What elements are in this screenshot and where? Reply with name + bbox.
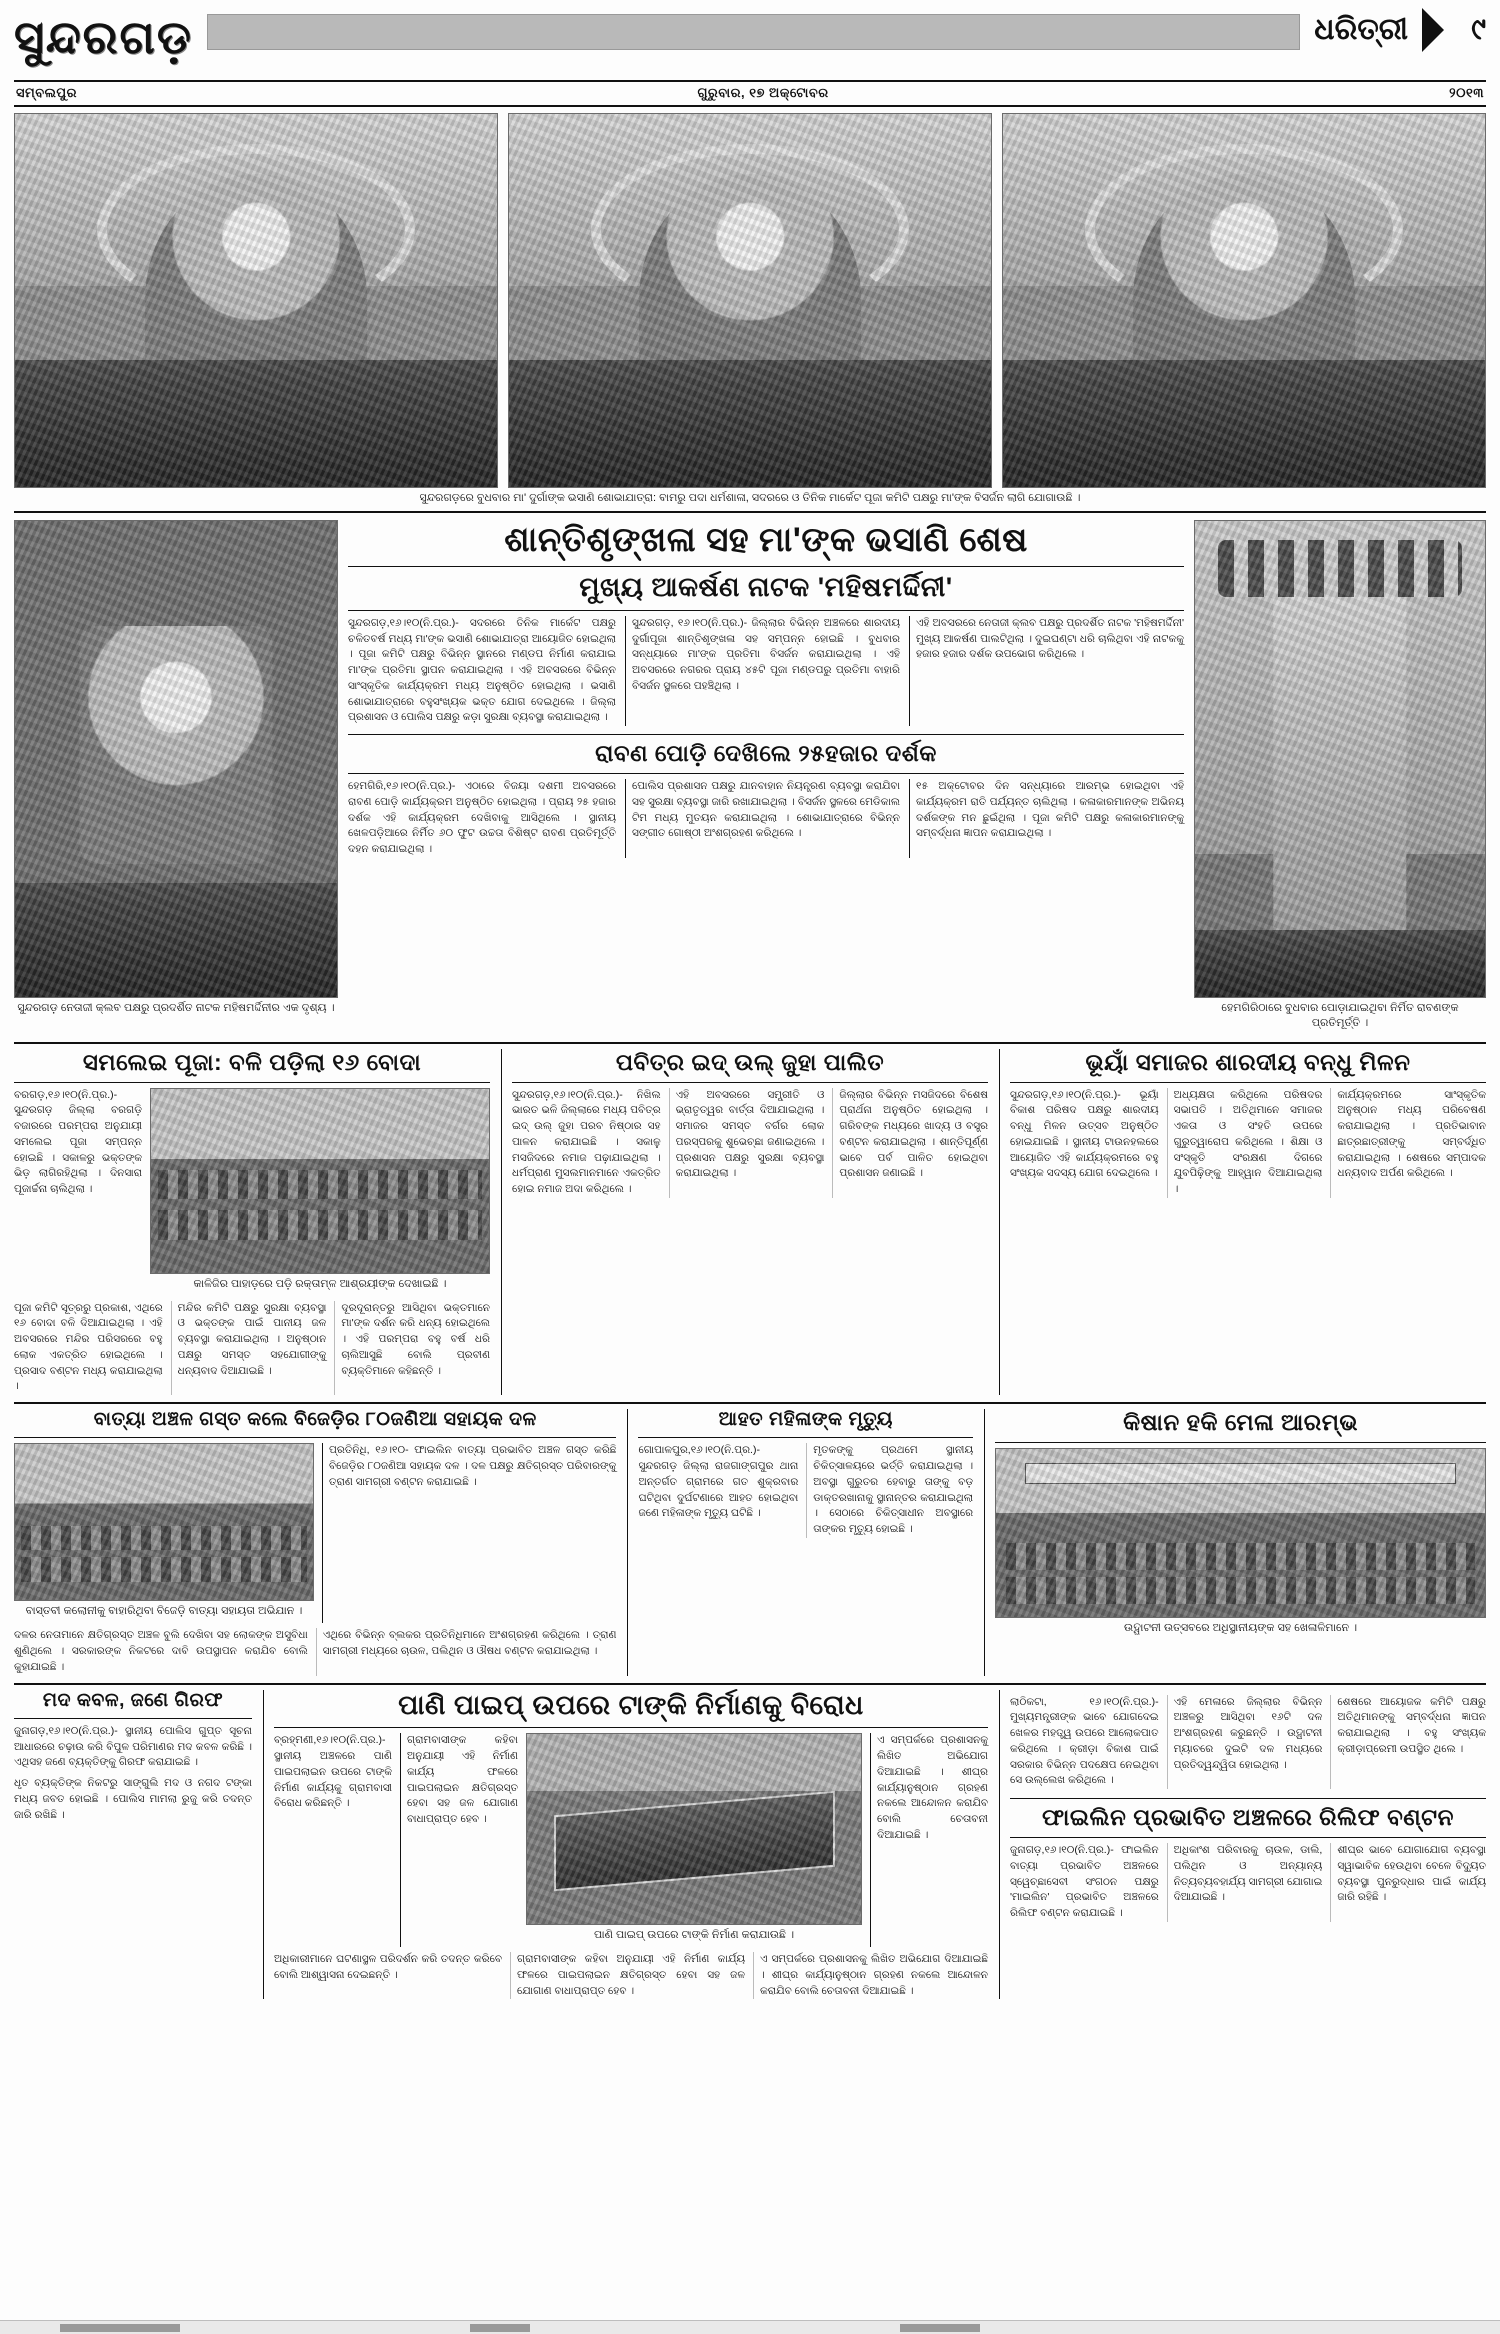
row-b — [14, 1042, 1486, 1395]
pani-col-2: ଗ୍ରାମବାସୀଙ୍କ କହିବା ଅନୁଯାୟୀ ଏହି ନିର୍ମାଣ କାର୍ଯ୍ୟ ଫଳରେ ପାଇପଲାଇନ କ୍ଷତିଗ୍ରସ୍ତ ହେବା ସହ ଜଳ ଯୋଗାଣ ବାଧାପ୍ରାପ୍ତ ହେବ । — [400, 1733, 518, 1947]
photo-mahisamardini-drama — [14, 520, 338, 998]
story-bali — [14, 1049, 490, 1395]
dateline — [14, 82, 1486, 107]
row-d — [14, 1683, 1486, 2000]
dateline-year: ୨୦୧୩ — [1449, 85, 1484, 100]
section-title: ଧରିତ୍ରୀ — [1314, 13, 1408, 46]
eid-col-1: ସୁନ୍ଦରଗଡ଼,୧୬।୧୦(ନି.ପ୍ର.)- ନିଖିଲ ଭାରତ ଭଳି ଜିଲ୍ଲାରେ ମଧ୍ୟ ପବିତ୍ର ଇଦ୍ ଉଲ୍ ଜୁହା ପରବ ନିଷ୍ଠାର ସହ ପାଳନ କରାଯାଇଛି । ସକାଳୁ ମସଜିଦରେ ନମାଜ ପଢ଼ାଯାଇଥିଲା । ଧର୍ମପ୍ରାଣ ମୁସଲମାନମାନେ ଏକତ୍ରିତ ହୋଇ ନମାଜ ଅଦା କରିଥିଲେ । — [512, 1088, 661, 1196]
santi-subheadline: ମୁଖ୍ୟ ଆକର୍ଷଣ ନାଟକ 'ମହିଷମର୍ଦ୍ଦିନୀ' — [579, 571, 953, 602]
pani-col-4: ଅଧିକାରୀମାନେ ଘଟଣାସ୍ଥଳ ପରିଦର୍ଶନ କରି ତଦନ୍ତ କରିବେ ବୋଲି ଆଶ୍ୱାସନା ଦେଇଛନ୍ତି । — [274, 1953, 502, 1981]
story-kisan-text — [999, 1690, 1486, 2000]
eid-headline: ପବିତ୍ର ଇଦ୍ ଉଲ୍ ଜୁହା ପାଲିତ — [615, 1048, 885, 1075]
santi-left-photo-block — [14, 520, 338, 1035]
pani-col-1: ବ୍ରହ୍ମଣୀ,୧୬।୧୦(ନି.ପ୍ର.)- ସ୍ଥାନୀୟ ଅଞ୍ଚଳରେ ପାଣି ପାଇପଲାଇନ ଉପରେ ଟାଙ୍କି ନିର୍ମାଣ କାର୍ଯ୍ୟକୁ ଗ୍ରାମବାସୀ ବିରୋଧ କରିଛନ୍ତି । — [274, 1734, 392, 1810]
santi-left-photo-caption: ସୁନ୍ଦରଗଡ଼ ନେତାଜୀ କ୍ଲବ ପକ୍ଷରୁ ପ୍ରଦର୍ଶିତ ନାଟକ ମହିଷମର୍ଦ୍ଦିନୀର ଏକ ଦୃଶ୍ୟ । — [17, 1001, 335, 1014]
rabana-col-2: ପୋଲିସ ପ୍ରଶାସନ ପକ୍ଷରୁ ଯାନବାହାନ ନିୟନ୍ତ୍ରଣ ବ୍ୟବସ୍ଥା କରାଯିବା ସହ ସୁରକ୍ଷା ବ୍ୟବସ୍ଥା ଜାରି ରଖାଯାଇଥିଲା । ବିସର୍ଜନ ସ୍ଥଳରେ ମେଡିକାଲ ଟିମ ମଧ୍ୟ ମୁତୟନ କରାଯାଇଥିଲା । ଶୋଭାଯାତ୍ରାରେ ବିଭିନ୍ନ ସଙ୍ଗୀତ ଗୋଷ୍ଠୀ ଅଂଶଗ୍ରହଣ କରିଥିଲେ । — [625, 779, 900, 858]
pani-col-5: ଗ୍ରାମବାସୀଙ୍କ କହିବା ଅନୁଯାୟୀ ଏହି ନିର୍ମାଣ କାର୍ଯ୍ୟ ଫଳରେ ପାଇପଲାଇନ କ୍ଷତିଗ୍ରସ୍ତ ହେବା ସହ ଜଳ ଯୋଗାଣ ବାଧାପ୍ରାପ୍ତ ହେବ । — [510, 1952, 745, 1999]
ahata-col-1: ଗୋପାଳପୁର,୧୬।୧୦(ନି.ପ୍ର.)- ସୁନ୍ଦରଗଡ଼ ଜିଲ୍ଲା ରାଜଗାଙ୍ଗପୁର ଥାନା ଅନ୍ତର୍ଗତ ଗ୍ରାମରେ ଗତ ଶୁକ୍ରବାର ଘଟିଥିବା ଦୁର୍ଘଟଣାରେ ଆହତ ହୋଇଥିବା ଜଣେ ମହିଳାଙ୍କ ମୃତ୍ୟୁ ଘଟିଛି । — [638, 1444, 799, 1520]
failin-col-2: ଅଧିକାଂଶ ପରିବାରକୁ ଚାଉଳ, ଡାଲି, ପଲିଥିନ ଓ ଅନ୍ୟାନ୍ୟ ନିତ୍ୟବ୍ୟବହାର୍ଯ୍ୟ ସାମଗ୍ରୀ ଯୋଗାଇ ଦିଆଯାଇଛି । — [1167, 1843, 1323, 1922]
ahata-col-2: ମୃତକଙ୍କୁ ପ୍ରଥମେ ସ୍ଥାନୀୟ ଚିକିତ୍ସାଳୟରେ ଭର୍ତ୍ତି କରାଯାଇଥିଲା । ଅବସ୍ଥା ଗୁରୁତର ହେବାରୁ ତାଙ୍କୁ ବଡ଼ ଡାକ୍ତରଖାନାକୁ ସ୍ଥାନାନ୍ତର କରାଯାଇଥିଲା । ସେଠାରେ ଚିକିତ୍ସାଧୀନ ଅବସ୍ଥାରେ ତାଙ୍କର ମୃତ୍ୟୁ ହୋଇଛି । — [806, 1443, 973, 1538]
bhuyan-col-2: ଅଧ୍ୟକ୍ଷତା କରିଥିଲେ ପରିଷଦର ସଭାପତି । ଅତିଥିମାନେ ସମାଜର ଏକତା ଓ ସଂହତି ଉପରେ ଗୁରୁତ୍ୱାରୋପ କରିଥିଲେ । ଶିକ୍ଷା ଓ ସଂସ୍କୃତି ସଂରକ୍ଷଣ ଦିଗରେ ଯୁବପିଢ଼ିଙ୍କୁ ଆହ୍ୱାନ ଦିଆଯାଇଥିଲା । — [1167, 1088, 1323, 1198]
dateline-date: ଗୁରୁବାର, ୧୭ ଅକ୍ଟୋବର — [697, 85, 829, 100]
bali-col-3: ମନ୍ଦିର କମିଟି ପକ୍ଷରୁ ସୁରକ୍ଷା ବ୍ୟବସ୍ଥା ଓ ଭକ୍ତଙ୍କ ପାଇଁ ପାନୀୟ ଜଳ ବ୍ୟବସ୍ଥା କରାଯାଇଥିଲା । ଅନୁଷ୍ଠାନ ପକ୍ଷରୁ ସମସ୍ତ ସହଯୋଗୀଙ୍କୁ ଧନ୍ୟବାଦ ଦିଆଯାଇଛି । — [171, 1301, 327, 1396]
kisan-col-2: ଏହି ମେଳାରେ ଜିଲ୍ଲାର ବିଭିନ୍ନ ଅଞ୍ଚଳରୁ ଆସିଥିବା ୧୬ଟି ଦଳ ଅଂଶଗ୍ରହଣ କରୁଛନ୍ତି । ଉଦ୍ଘାଟନୀ ମ୍ୟାଚରେ ଦୁଇଟି ଦଳ ମଧ୍ୟରେ ପ୍ରତିଦ୍ୱନ୍ଦ୍ୱିତା ହୋଇଥିଲା । — [1167, 1695, 1323, 1790]
masthead — [14, 8, 1486, 78]
batya-col-3: ଏଥିରେ ବିଭିନ୍ନ ବ୍ଲକର ପ୍ରତିନିଧିମାନେ ଅଂଶଗ୍ରହଣ କରିଥିଲେ । ତ୍ରାଣ ସାମଗ୍ରୀ ମଧ୍ୟରେ ଚାଉଳ, ପଲିଥିନ ଓ ଔଷଧ ବଣ୍ଟନ କରାଯାଇଥିଲା । — [316, 1628, 617, 1675]
batya-col-2: ଦଳର ନେତାମାନେ କ୍ଷତିଗ୍ରସ୍ତ ଅଞ୍ଚଳ ବୁଲି ଦେଖିବା ସହ ଲୋକଙ୍କ ଅସୁବିଧା ଶୁଣିଥିଲେ । ସରକାରଙ୍କ ନିକଟରେ ଦାବି ଉପସ୍ଥାପନ କରାଯିବ ବୋଲି କୁହାଯାଇଛି । — [14, 1629, 308, 1673]
batya-photo-caption: ବାସ୍ତବୀ କଲୋନୀକୁ ବାହାରିଥିବା ବିଜେଡ଼ି ବାତ୍ୟା ସହାୟତା ଅଭିଯାନ । — [25, 1605, 303, 1618]
story-eid — [501, 1049, 988, 1395]
mada-headline: ମଦ କବଳ, ଜଣେ ଗିରଫ — [42, 1689, 224, 1711]
bhuyan-headline: ଭୂୟାଁ ସମାଜର ଶାରଦୀୟ ବନ୍ଧୁ ମିଳନ — [1085, 1048, 1411, 1075]
story-bhuyan — [999, 1049, 1486, 1395]
santi-col-2: ସୁନ୍ଦରଗଡ଼, ୧୬।୧୦(ନି.ପ୍ର.)- ଜିଲ୍ଲାର ବିଭିନ୍ନ ଅଞ୍ଚଳରେ ଶାରଦୀୟ ଦୁର୍ଗାପୂଜା ଶାନ୍ତିଶୃଙ୍ଖଳା ସହ ସମ୍ପନ୍ନ ହୋଇଛି । ବୁଧବାର ସନ୍ଧ୍ୟାରେ ମା'ଙ୍କ ପ୍ରତିମା ବିସର୍ଜନ କରାଯାଇଥିଲା । ଏହି ଅବସରରେ ନଗରର ପ୍ରାୟ ୪୫ଟି ପୂଜା ମଣ୍ଡପରୁ ପ୍ରତିମା ବାହାରି ବିସର୍ଜନ ସ୍ଥଳରେ ପହଞ୍ଚିଥିଲା । — [625, 616, 900, 726]
ahata-headline: ଆହତ ମହିଳାଙ୍କ ମୃତ୍ୟୁ — [718, 1409, 893, 1430]
masthead-logo: ସୁନ୍ଦରଗଡ଼ — [14, 11, 193, 63]
kisan-col-3: ଶେଷରେ ଆୟୋଜକ କମିଟି ପକ୍ଷରୁ ଅତିଥିମାନଙ୍କୁ ସମ୍ବର୍ଦ୍ଧନା ଜ୍ଞାପନ କରାଯାଇଥିଲା । ବହୁ ସଂଖ୍ୟକ କ୍ରୀଡ଼ାପ୍ରେମୀ ଉପସ୍ଥିତ ଥିଲେ । — [1330, 1695, 1486, 1790]
story-kisan — [984, 1409, 1486, 1676]
story-ahata — [627, 1409, 973, 1676]
page-footer-bar — [0, 2320, 1500, 2334]
bhuyan-col-1: ସୁନ୍ଦରଗଡ଼,୧୬।୧୦(ନି.ପ୍ର.)- ଭୂୟାଁ ବିକାଶ ପରିଷଦ ପକ୍ଷରୁ ଶାରଦୀୟ ବନ୍ଧୁ ମିଳନ ଉତ୍ସବ ଅନୁଷ୍ଠିତ ହୋଇଯାଇଛି । ସ୍ଥାନୀୟ ଟାଉନହଲରେ ଆୟୋଜିତ ଏହି କାର୍ଯ୍ୟକ୍ରମରେ ବହୁ ସଂଖ୍ୟକ ସଦସ୍ୟ ଯୋଗ ଦେଇଥିଲେ । — [1010, 1088, 1159, 1180]
bali-col-1: ବରଗଡ଼,୧୬।୧୦(ନି.ପ୍ର.)- ସୁନ୍ଦରଗଡ଼ ଜିଲ୍ଲା ବରଗଡ଼ି ବଜାରରେ ପରମ୍ପରା ଅନୁଯାୟୀ ସମଲେଇ ପୂଜା ସମ୍ପନ୍ନ ହୋଇଛି । ସକାଳରୁ ଭକ୍ତଙ୍କ ଭିଡ଼ ଲାଗିରହିଥିଲା । ଦିନସାରା ପୂଜାର୍ଚ୍ଚନା ଚାଲିଥିଲା । — [14, 1088, 142, 1196]
pani-col-6: ଏ ସମ୍ପର୍କରେ ପ୍ରଶାସନକୁ ଲିଖିତ ଅଭିଯୋଗ ଦିଆଯାଇଛି । ଶୀଘ୍ର କାର୍ଯ୍ୟାନୁଷ୍ଠାନ ଗ୍ରହଣ ନକଲେ ଆନ୍ଦୋଳନ କରାଯିବ ବୋଲି ଚେତାବନୀ ଦିଆଯାଇଛି । — [753, 1952, 988, 1999]
kisan-photo-caption: ଉଦ୍ଘାଟନୀ ଉତ୍ସବରେ ଅଧିସ୍ଥାନୀୟଙ୍କ ସହ ଖେଳାଳିମାନେ । — [1124, 1622, 1358, 1635]
photo-durga-sadar — [508, 113, 992, 488]
bali-col-2: ପୂଜା କମିଟି ସୂତ୍ରରୁ ପ୍ରକାଶ, ଏଥିରେ ୧୬ ବୋଦା ବଳି ଦିଆଯାଇଥିଲା । ଏହି ଅବସରରେ ମନ୍ଦିର ପରିସରରେ ବହୁ ଲୋକ ଏକତ୍ରିତ ହୋଇଥିଲେ । ପ୍ରସାଦ ବଣ୍ଟନ ମଧ୍ୟ କରାଯାଇଥିଲା । — [14, 1301, 163, 1393]
santi-main — [348, 520, 1184, 1035]
top-photo-row — [14, 113, 1486, 488]
failin-col-1: ଜୁନାଗଡ଼,୧୬।୧୦(ନି.ପ୍ର.)- ଫାଇଲିନ ବାତ୍ୟା ପ୍ରଭାବିତ ଅଞ୍ଚଳରେ ସ୍ୱେଚ୍ଛାସେବୀ ସଂଗଠନ ପକ୍ଷରୁ 'ମାଇଲିନ' ପ୍ରଭାବିତ ଅଞ୍ଚଳରେ ରିଲିଫ ବଣ୍ଟନ କରାଯାଇଛି । — [1010, 1844, 1159, 1920]
photo-hockey-team — [995, 1448, 1486, 1618]
masthead-banner-strip — [207, 14, 1300, 50]
pani-photo-caption: ପାଣି ପାଇପ୍ ଉପରେ ଟାଙ୍କି ନିର୍ମାଣ କରାଯାଉଛି । — [593, 1929, 795, 1942]
pani-headline: ପାଣି ପାଇପ୍ ଉପରେ ଟାଙ୍କି ନିର୍ମାଣକୁ ବିରୋଧ — [398, 1689, 864, 1720]
santi-right-photo-block — [1194, 520, 1486, 1035]
rabana-headline: ରାବଣ ପୋଡ଼ି ଦେଖିଲେ ୨୫ହଜାର ଦର୍ଶକ — [595, 740, 937, 767]
photo-ravana-effigy — [1194, 520, 1486, 998]
eid-col-2: ଏହି ଅବସରରେ ସମ୍ପ୍ରୀତି ଓ ଭ୍ରାତୃତ୍ୱର ବାର୍ତ୍ତା ଦିଆଯାଇଥିଲା । ସମାଜର ସମସ୍ତ ବର୍ଗର ଲୋକ ପରସ୍ପରକୁ ଶୁଭେଚ୍ଛା ଜଣାଇଥିଲେ । ପ୍ରଶାସନ ପକ୍ଷରୁ ସୁରକ୍ଷା ବ୍ୟବସ୍ଥା କରାଯାଇଥିଲା । — [669, 1088, 825, 1198]
batya-col-1: ପ୍ରତିନିଧି, ୧୬।୧୦- ଫାଇଲିନ ବାତ୍ୟା ପ୍ରଭାବିତ ଅଞ୍ଚଳ ଗସ୍ତ କରିଛି ବିଜେଡ଼ିର ୮୦ଜଣିଆ ସହାୟକ ଦଳ । ଦଳ ପକ୍ଷରୁ କ୍ଷତିଗ୍ରସ୍ତ ପରିବାରଙ୍କୁ ତ୍ରାଣ ସାମଗ୍ରୀ ବଣ୍ଟନ କରାଯାଇଛି । — [322, 1443, 616, 1623]
story-mada — [14, 1690, 252, 2000]
kisan-headline: କିଷାନ ହକି ମେଳା ଆରମ୍ଭ — [1123, 1409, 1359, 1435]
rabana-col-3: ୧୫ ଅକ୍ଟୋବର ଦିନ ସନ୍ଧ୍ୟାରେ ଆରମ୍ଭ ହୋଇଥିବା ଏହି କାର୍ଯ୍ୟକ୍ରମ ରାତି ପର୍ଯ୍ୟନ୍ତ ଚାଲିଥିଲା । କଳାକାରମାନଙ୍କ ଅଭିନୟ ଦର୍ଶକଙ୍କ ମନ ଛୁଇଁଥିଲା । ପୂଜା କମିଟି ପକ୍ଷରୁ କଳାକାରମାନଙ୍କୁ ସମ୍ବର୍ଦ୍ଧନା ଜ୍ଞାପନ କରାଯାଇଥିଲା । — [909, 779, 1184, 858]
row-c — [14, 1402, 1486, 1676]
photo-bali-crowd — [150, 1088, 490, 1274]
santi-columns — [348, 616, 1184, 726]
bali-headline: ସମଲେଇ ପୂଜା: ବଳି ପଡ଼ିଲା ୧୬ ବୋଦା — [82, 1048, 422, 1075]
photo-durga-padadharmashala — [14, 113, 498, 488]
santi-headline: ଶାନ୍ତିଶୃଙ୍ଖଳା ସହ ମା'ଙ୍କ ଭସାଣି ଶେଷ — [504, 520, 1028, 559]
santi-col-1: ସୁନ୍ଦରଗଡ଼,୧୬।୧୦(ନି.ପ୍ର.)- ସଦରରେ ତିନିକ ମାର୍କେଟ ପକ୍ଷରୁ ଚଳିତବର୍ଷ ମଧ୍ୟ ମା'ଙ୍କ ଭସାଣି ଶୋଭାଯାତ୍ରା ଆୟୋଜିତ ହୋଇଥିଲା । ପୂଜା କମିଟି ପକ୍ଷରୁ ବିଭିନ୍ନ ସ୍ଥାନରେ ମଣ୍ଡପ ନିର୍ମାଣ କରାଯାଇ ମା'ଙ୍କ ପ୍ରତିମା ସ୍ଥାପନ କରାଯାଇଥିଲା । ଏହି ଅବସରରେ ବିଭିନ୍ନ ସାଂସ୍କୃତିକ କାର୍ଯ୍ୟକ୍ରମ ମଧ୍ୟ ଅନୁଷ୍ଠିତ ହୋଇଥିଲା । ଭସାଣି ଶୋଭାଯାତ୍ରାରେ ବହୁସଂଖ୍ୟକ ଭକ୍ତ ଯୋଗ ଦେଇଥିଲେ । ଜିଲ୍ଲା ପ୍ରଶାସନ ଓ ପୋଲିସ ପକ୍ଷରୁ କଡ଼ା ସୁରକ୍ଷା ବ୍ୟବସ୍ଥା କରାଯାଇଥିଲା । — [348, 616, 616, 724]
photo-durga-tinik-market — [1002, 113, 1486, 488]
story-batya — [14, 1409, 616, 1676]
mada-col-2: ଧୃତ ବ୍ୟକ୍ତିଙ୍କ ନିକଟରୁ ସାଙ୍ଗୁଲି ମଦ ଓ ନଗଦ ଟଙ୍କା ମଧ୍ୟ ଜବତ ହୋଇଛି । ପୋଲିସ ମାମଲା ରୁଜୁ କରି ତଦନ୍ତ ଜାରି ରଖିଛି । — [14, 1777, 252, 1821]
photo-water-pipe-trench — [526, 1733, 862, 1925]
mada-col-1: ଜୁନାଗଡ଼,୧୬।୧୦(ନି.ପ୍ର.)- ସ୍ଥାନୀୟ ପୋଲିସ ଗୁପ୍ତ ସୂଚନା ଆଧାରରେ ଚଢ଼ାଉ କରି ବିପୁଳ ପରିମାଣର ମଦ କବଳ କରିଛି । ଏଥିସହ ଜଣେ ବ୍ୟକ୍ତିଙ୍କୁ ଗିରଫ କରାଯାଇଛି । — [14, 1724, 252, 1769]
failin-col-3: ଶୀଘ୍ର ଭାବେ ଯୋଗାଯୋଗ ବ୍ୟବସ୍ଥା ସ୍ୱାଭାବିକ ହେଉଥିବା ବେଳେ ବିଦ୍ୟୁତ ବ୍ୟବସ୍ଥା ପୁନରୁଦ୍ଧାର ପାଇଁ କାର୍ଯ୍ୟ ଜାରି ରହିଛି । — [1330, 1843, 1486, 1922]
bhuyan-col-3: କାର୍ଯ୍ୟକ୍ରମରେ ସାଂସ୍କୃତିକ ଅନୁଷ୍ଠାନ ମଧ୍ୟ ପରିବେଷଣ କରାଯାଇଥିଲା । ପ୍ରତିଭାବାନ ଛାତ୍ରଛାତ୍ରୀଙ୍କୁ ସମ୍ବର୍ଦ୍ଧିତ କରାଯାଇଥିଲା । ଶେଷରେ ସମ୍ପାଦକ ଧନ୍ୟବାଦ ଅର୍ପଣ କରିଥିଲେ । — [1330, 1088, 1486, 1198]
page-number: ୯ — [1471, 13, 1486, 46]
failin-headline: ଫାଇଲିନ ପ୍ରଭାବିତ ଅଞ୍ଚଳରେ ରିଲିଫ ବଣ୍ଟନ — [1042, 1804, 1454, 1830]
pani-col-3: ଏ ସମ୍ପର୍କରେ ପ୍ରଶାସନକୁ ଲିଖିତ ଅଭିଯୋଗ ଦିଆଯାଇଛି । ଶୀଘ୍ର କାର୍ଯ୍ୟାନୁଷ୍ଠାନ ଗ୍ରହଣ ନକଲେ ଆନ୍ଦୋଳନ କରାଯିବ ବୋଲି ଚେତାବନୀ ଦିଆଯାଇଛି । — [870, 1733, 988, 1947]
masthead-right — [1314, 8, 1486, 52]
dateline-place: ସମ୍ବଲପୁର — [16, 85, 77, 100]
photo-bjd-relief-team — [14, 1443, 314, 1601]
story-pani — [263, 1690, 988, 2000]
rabana-columns — [348, 779, 1184, 858]
rabana-col-1: ହେମଗିରି,୧୬।୧୦(ନି.ପ୍ର.)- ଏଠାରେ ବିଜୟା ଦଶମୀ ଅବସରରେ ରାବଣ ପୋଡ଼ି କାର୍ଯ୍ୟକ୍ରମ ଅନୁଷ୍ଠିତ ହୋଇଥିଲା । ପ୍ରାୟ ୨୫ ହଜାର ଦର୍ଶକ ଏହି କାର୍ଯ୍ୟକ୍ରମ ଦେଖିବାକୁ ଆସିଥିଲେ । ସ୍ଥାନୀୟ ଖେଳପଡ଼ିଆରେ ନିର୍ମିତ ୬୦ ଫୁଟ ଉଚ୍ଚତା ବିଶିଷ୍ଟ ରାବଣ ପ୍ରତିମୂର୍ତ୍ତି ଦହନ କରାଯାଇଥିଲା । — [348, 780, 616, 856]
santi-col-3: ଏହି ଅବସରରେ ନେତାଜୀ କ୍ଲବ ପକ୍ଷରୁ ପ୍ରଦର୍ଶିତ ନାଟକ 'ମହିଷମର୍ଦ୍ଦିନୀ' ମୁଖ୍ୟ ଆକର୍ଷଣ ପାଲଟିଥିଲା । ଦୁଇଘଣ୍ଟା ଧରି ଚାଲିଥିବା ଏହି ନାଟକକୁ ହଜାର ହଜାର ଦର୍ଶକ ଉପଭୋଗ କରିଥିଲେ । — [909, 616, 1184, 726]
eid-col-3: ଜିଲ୍ଲାର ବିଭିନ୍ନ ମସଜିଦରେ ବିଶେଷ ପ୍ରାର୍ଥନା ଅନୁଷ୍ଠିତ ହୋଇଥିଲା । ଗରିବଙ୍କ ମଧ୍ୟରେ ଖାଦ୍ୟ ଓ ବସ୍ତ୍ର ବଣ୍ଟନ କରାଯାଇଥିଲା । ଶାନ୍ତିପୂର୍ଣ୍ଣ ଭାବେ ପର୍ବ ପାଳିତ ହୋଇଥିବା ପ୍ରଶାସନ ଜଣାଇଛି । — [832, 1088, 988, 1198]
chevron-right-icon — [1422, 8, 1444, 52]
top-photo-caption: ସୁନ୍ଦରଗଡ଼ରେ ବୁଧବାର ମା' ଦୁର୍ଗାଙ୍କ ଭସାଣି ଶୋଭାଯାତ୍ରା: ବାମରୁ ପଦା ଧର୍ମଶାଳା, ସଦରରେ ଓ ତିନିକ ମାର୍କେଟ ପୂଜା କମିଟି ପକ୍ଷରୁ ମା'ଙ୍କ ବିସର୍ଜନ ଲାଗି ଯୋଗାଉଛି । — [14, 488, 1486, 513]
story-santi — [14, 520, 1486, 1035]
bali-col-4: ଦୂରଦୂରାନ୍ତରୁ ଆସିଥିବା ଭକ୍ତମାନେ ମା'ଙ୍କ ଦର୍ଶନ କରି ଧନ୍ୟ ହୋଇଥିଲେ । ଏହି ପରମ୍ପରା ବହୁ ବର୍ଷ ଧରି ଚାଲିଆସୁଛି ବୋଲି ପ୍ରବୀଣ ବ୍ୟକ୍ତିମାନେ କହିଛନ୍ତି । — [334, 1301, 490, 1396]
santi-right-photo-caption: ହେମଗିରିଠାରେ ବୁଧବାର ପୋଡ଼ାଯାଇଥିବା ନିର୍ମିତ ରାବଣଙ୍କ ପ୍ରତିମୂର୍ତ୍ତି । — [1221, 1001, 1459, 1029]
batya-headline: ବାତ୍ୟା ଅଞ୍ଚଳ ଗସ୍ତ କଲେ ବିଜେଡ଼ିର ୮୦ଜଣିଆ ସହାୟକ ଦଳ — [93, 1409, 537, 1430]
kisan-col-1: ଲାଠିକଟା, ୧୬।୧୦(ନି.ପ୍ର.)- ମୁଖ୍ୟମନ୍ତ୍ରୀଙ୍କ ଭାବେ ଯୋଗଦେଇ ଖେଳର ମହତ୍ତ୍ୱ ଉପରେ ଆଲୋକପାତ କରିଥିଲେ । କ୍ରୀଡ଼ା ବିକାଶ ପାଇଁ ସରକାର ବିଭିନ୍ନ ପଦକ୍ଷେପ ନେଇଥିବା ସେ ଉଲ୍ଲେଖ କରିଥିଲେ । — [1010, 1695, 1159, 1787]
bali-photo-caption: କାଳିଜିର ପାହାଡ଼ରେ ପଡ଼ି ରକ୍ତାମ୍ଳ ଆଶ୍ରୟୀଙ୍କ ଦେଖାଇଛି । — [193, 1277, 447, 1290]
